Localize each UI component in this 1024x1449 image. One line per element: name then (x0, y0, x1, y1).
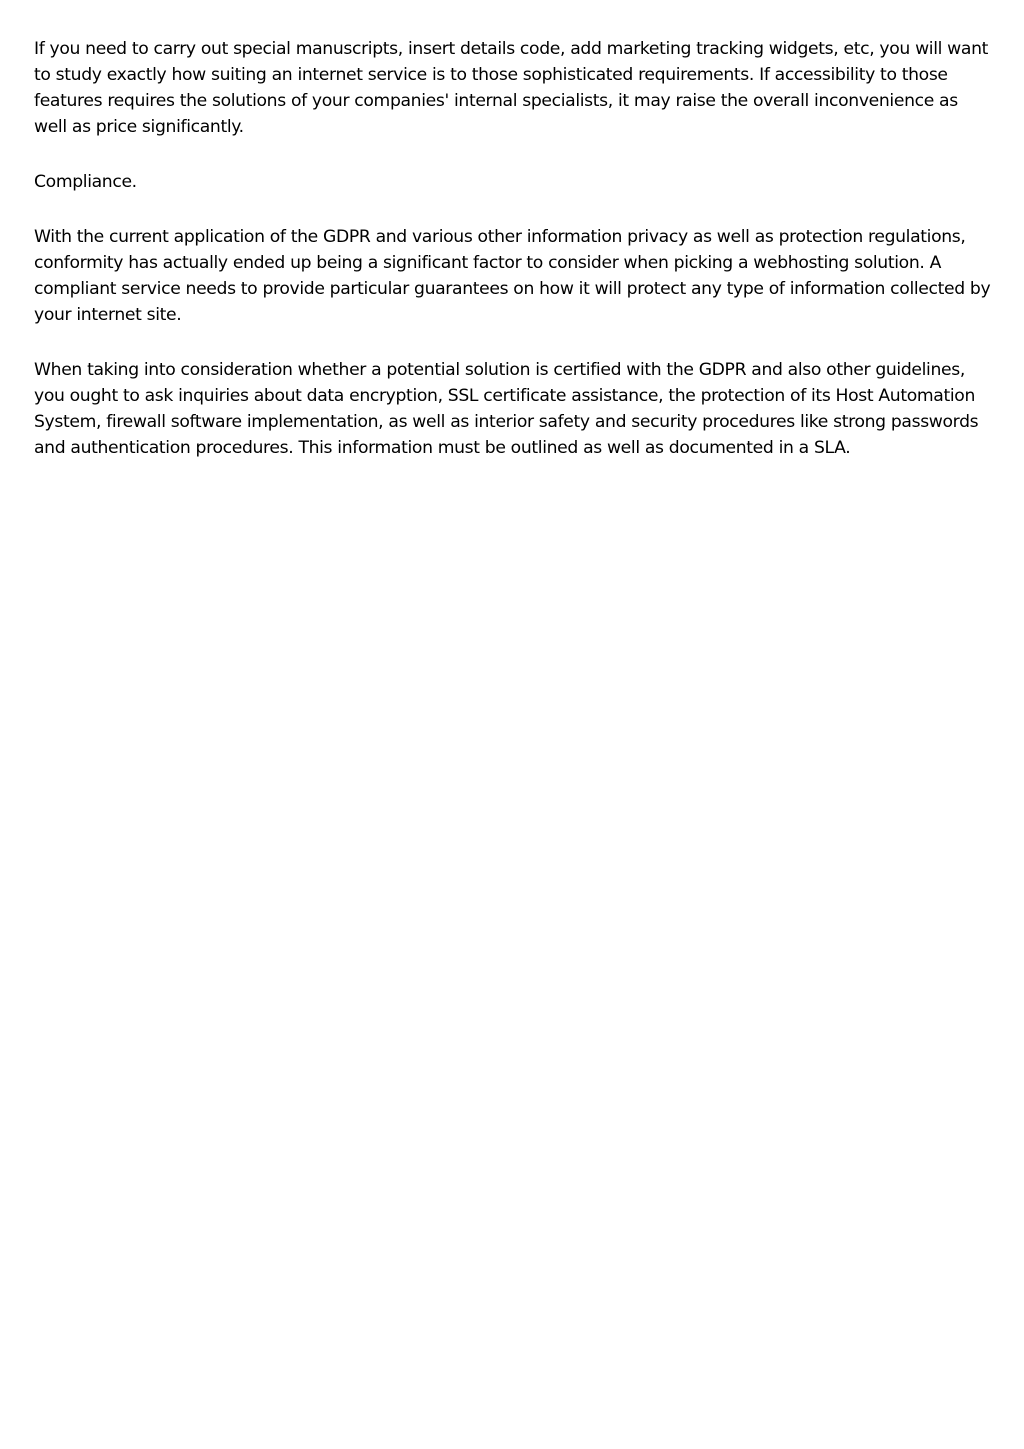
paragraph-gdpr-conformity: With the current application of the GDPR and various other information privacy as well as protection regulations, conformity has actually ended up being a significant factor to consider when picking a webhosting solution. A compliant service needs to provide particular guarantees on how it will protect any type of information collected by your internet site. (34, 227, 991, 325)
paragraph-custom-requirements: If you need to carry out special manuscripts, insert details code, add marketing tracking widgets, etc, you will want to study exactly how suiting an internet service is to those sophisticated requirements. If accessibility to those features requires the solutions of your companies' internal specialists, it may raise the overall inconvenience as well as price significantly. (34, 39, 988, 137)
paragraph-gdpr-questions: When taking into consideration whether a potential solution is certified with the GDPR and also other guidelines, you ought to ask inquiries about data encryption, SSL certificate assistance, the protection of its Host Automation System, firewall software implementation, as well as interior safety and security procedures like strong passwords and authentication procedures. This information must be outlined as well as documented in a SLA. (34, 360, 979, 458)
document-body (34, 36, 992, 490)
section-heading-compliance: Compliance. (34, 172, 137, 192)
